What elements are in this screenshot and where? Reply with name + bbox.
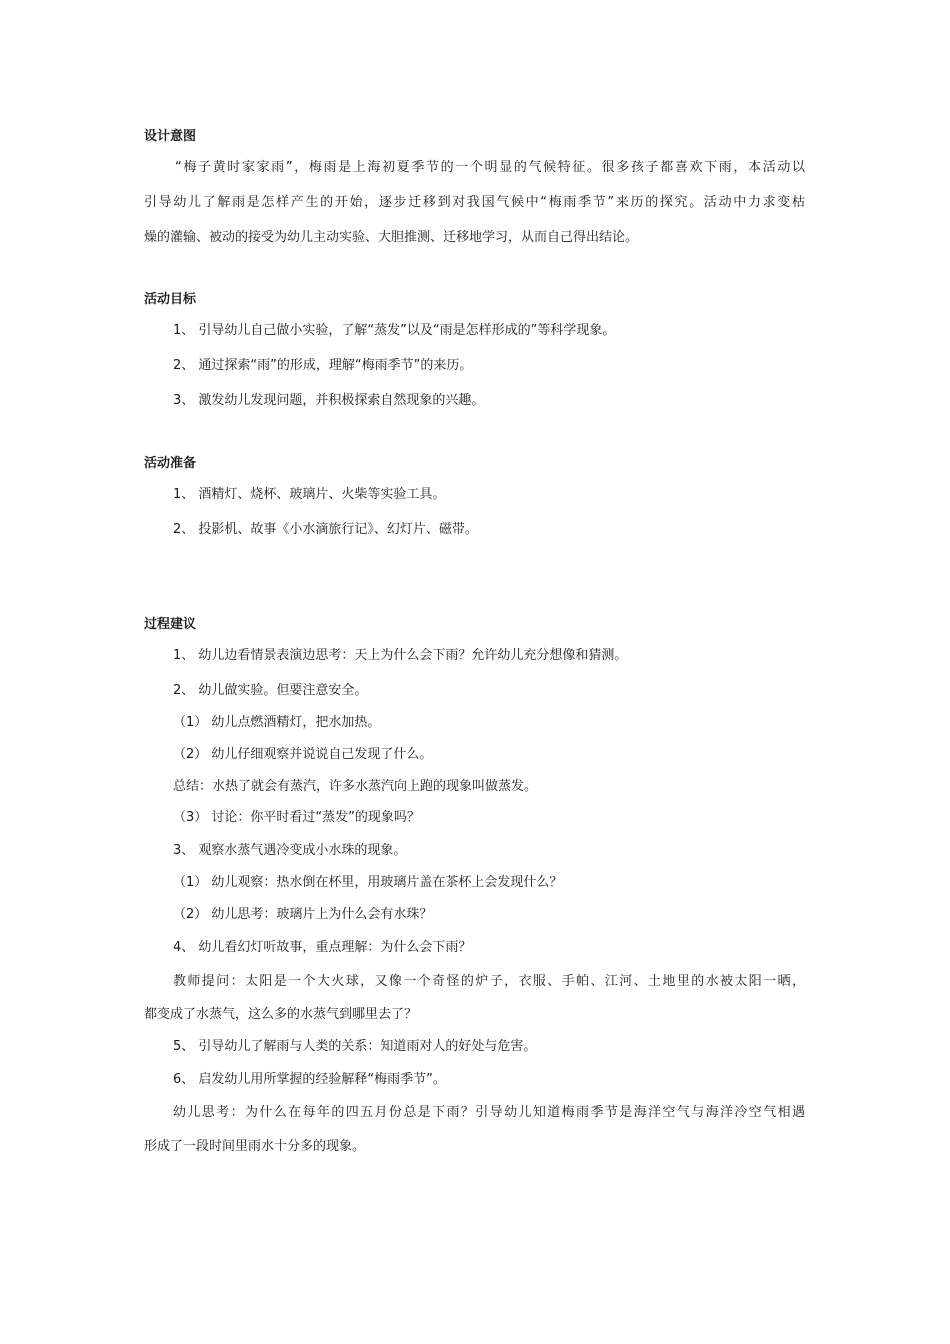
section-heading-preparation: 活动准备 (144, 456, 197, 471)
design-intent-line-1: “梅子黄时家家雨”，梅雨是上海初夏季节的一个明显的气候特征。很多孩子都喜欢下雨，本活动以 (175, 160, 805, 175)
process-child-thinking-line-1: 幼儿思考：为什么在每年的四五月份总是下雨？引导幼儿知道梅雨季节是海洋空气与海洋冷空气相遇 (173, 1105, 805, 1120)
goal-item-1: 1、 引导幼儿自己做小实验，了解“蒸发”以及“雨是怎样形成的”等科学现象。 (173, 323, 616, 338)
process-line-1: 1、 幼儿边看情景表演边思考：天上为什么会下雨？允许幼儿充分想像和猜测。 (173, 648, 628, 663)
process-teacher-question-line-2: 都变成了水蒸气，这么多的水蒸气到哪里去了？ (144, 1007, 418, 1022)
process-line-9: （2） 幼儿思考：玻璃片上为什么会有水珠？ (173, 907, 433, 922)
preparation-item-1: 1、 酒精灯、烧杯、玻璃片、火柴等实验工具。 (173, 487, 446, 502)
process-line-14: 6、 启发幼儿用所掌握的经验解释“梅雨季节”。 (173, 1072, 446, 1087)
preparation-item-2: 2、 投影机、故事《小水滴旅行记》、幻灯片、磁带。 (173, 522, 478, 537)
process-line-3: （1） 幼儿点燃酒精灯，把水加热。 (173, 715, 381, 730)
process-child-thinking-line-2: 形成了一段时间里雨水十分多的现象。 (144, 1139, 366, 1154)
section-heading-goals: 活动目标 (144, 292, 197, 307)
process-teacher-question-line-1: 教师提问：太阳是一个大火球，又像一个奇怪的炉子，衣服、手帕、江河、土地里的水被太阳一晒， (173, 974, 805, 989)
section-heading-design-intent: 设计意图 (144, 129, 197, 144)
process-line-4: （2） 幼儿仔细观察并说说自己发现了什么。 (173, 747, 433, 762)
process-line-6: （3） 讨论：你平时看过“蒸发”的现象吗？ (173, 810, 420, 825)
process-line-13: 5、 引导幼儿了解雨与人类的关系：知道雨对人的好处与危害。 (173, 1039, 537, 1054)
design-intent-line-3: 燥的灌输、被动的接受为幼儿主动实验、大胆推测、迁移地学习，从而自己得出结论。 (144, 230, 639, 245)
goal-item-2: 2、 通过探索“雨”的形成，理解“梅雨季节”的来历。 (173, 358, 473, 373)
process-line-10: 4、 幼儿看幻灯听故事，重点理解：为什么会下雨？ (173, 940, 472, 955)
process-line-2: 2、 幼儿做实验。但要注意安全。 (173, 683, 368, 698)
process-line-8: （1） 幼儿观察：热水倒在杯里，用玻璃片盖在茶杯上会发现什么？ (173, 875, 563, 890)
process-summary: 总结：水热了就会有蒸汽，许多水蒸汽向上跑的现象叫做蒸发。 (173, 779, 538, 794)
process-line-7: 3、 观察水蒸气遇冷变成小水珠的现象。 (173, 843, 407, 858)
design-intent-line-2: 引导幼儿了解雨是怎样产生的开始，逐步迁移到对我国气候中“梅雨季节”来历的探究。活动中力求变枯 (144, 195, 805, 210)
goal-item-3: 3、 激发幼儿发现问题，并积极探索自然现象的兴趣。 (173, 393, 485, 408)
section-heading-process: 过程建议 (144, 617, 197, 632)
